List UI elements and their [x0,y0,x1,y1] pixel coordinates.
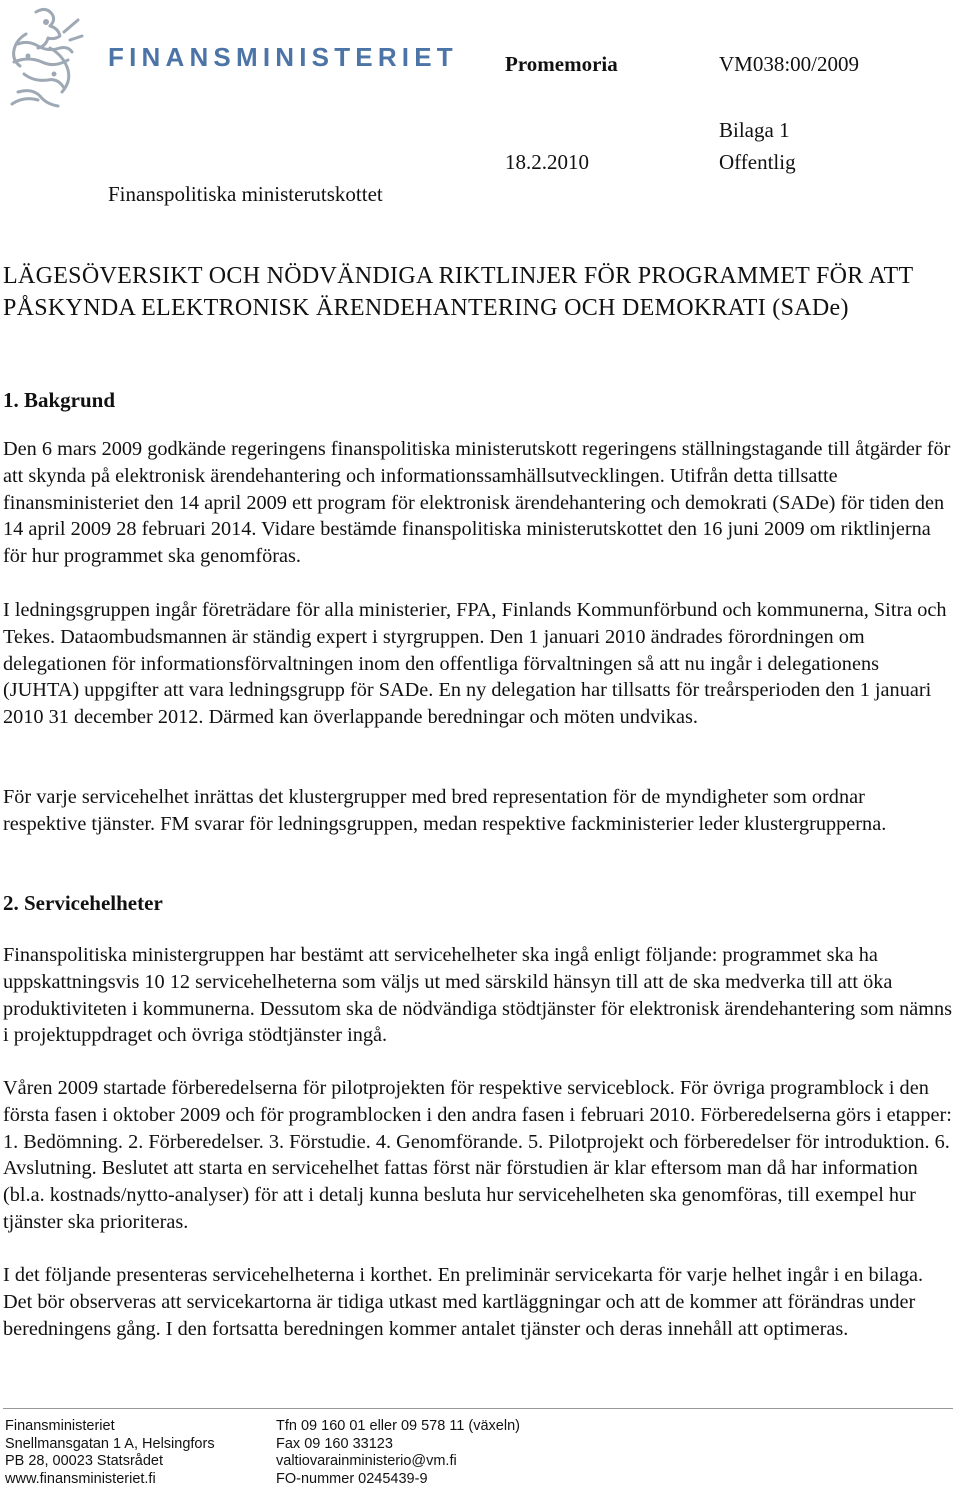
footer-line: Snellmansgatan 1 A, Helsingfors [5,1435,215,1452]
footer-address [5,1418,215,1488]
footer-divider [3,1408,953,1409]
footer-email-link[interactable]: valtiovarainministerio@vm.fi [276,1453,457,1469]
attachment-label: Bilaga 1 [719,118,790,142]
footer-line: PB 28, 00023 Statsrådet [5,1453,163,1469]
footer-website-link[interactable]: www.finansministeriet.fi [5,1470,156,1487]
org-logo-text: FINANSMINISTERIET [108,42,458,72]
footer-line: Finansministeriet [5,1418,115,1434]
lion-emblem-icon [6,4,86,112]
doc-number: VM038:00/2009 [719,52,860,76]
footer-line: Tfn 09 160 01 eller 09 578 11 (växeln) [276,1418,520,1434]
doc-type: Promemoria [505,52,618,76]
footer-line: Fax 09 160 33123 [276,1435,393,1452]
section-heading-bakgrund: 1. Bakgrund [3,388,116,412]
classification: Offentlig [719,150,796,174]
footer-line: FO-nummer 0245439-9 [276,1470,428,1487]
paragraph: Den 6 mars 2009 godkände regeringens finanspolitiska ministerutskott regeringens ställningstagande till åtgärder för att skynda på elektronisk ärendehantering och informationssamhällsutvecklingen. Utifrån detta tillsatte finansministeriet den 14 april 2009 ett program för elektronisk ärendehantering och demokrati (SADe) för tiden den 14 april 2009 28 februari 2014. Vidare bestämde finanspolitiska ministerutskottet den 16 juni 2009 om riktlinjerna för hur programmet ska genomföras. [3,438,951,568]
page-title: LÄGESÖVERSIKT OCH NÖDVÄNDIGA RIKTLINJER FÖR PROGRAMMET FÖR ATT PÅSKYNDA ELEKTRONISK ÄRENDEHANTERING OCH DEMOKRATI (SADe) [3,263,914,321]
paragraph: I ledningsgruppen ingår företrädare för alla ministerier, FPA, Finlands Kommunförbund och kommunerna, Sitra och Tekes. Dataombudsmannen är ständig expert i styrgruppen. Den 1 januari 2010 ändrades förordningen om delegationen för informationsförvaltningen inom den offentliga förvaltningen så att nu ingår i delegationens (JUHTA) uppgifter att vara ledningsgrupp för SADe. En ny delegation har tillsatts för treårsperioden den 1 januari 2010 31 december 2012. Därmed kan överlappande beredningar och möten undvikas. [3,599,947,729]
paragraph: Finanspolitiska ministergruppen har bestämt att servicehelheter ska ingå enligt följande: programmet ska ha uppskattningsvis 10 12 servicehelheterna som väljs ut med särskild hänsyn till att de ska medverka till att öka produktiviteten i kommunerna. Dessutom ska de nödvändiga stödtjänster för elektronisk ärendehantering som nämns i projektuppdraget och övriga stödtjänster ingå. [3,944,953,1047]
paragraph: För varje servicehelhet inrättas det klustergrupper med bred representation för de myndigheter som ordnar respektive tjänster. FM svarar för ledningsgruppen, medan respektive fackministerier leder klustergrupperna. [3,786,887,835]
section-heading-servicehelheter: 2. Servicehelheter [3,891,163,915]
paragraph: Våren 2009 startade förberedelserna för pilotprojekten för respektive serviceblock. För övriga programblock i den första fasen i oktober 2009 och för programblocken i den andra fasen i februari 2010. Förberedelserna görs i etapper: 1. Bedömning. 2. Förberedelser. 3. Förstudie. 4. Genomförande. 5. Pilotprojekt och förberedelser för introduktion. 6. Avslutning. Beslutet att starta en servicehelhet fattas först när förstudien är klar eftersom man då har information (bl.a. kostnads/nytto-analyser) för att i detalj kunna besluta hur servicehelheten ska genomföras, till exempel hur tjänster ska prioriteras. [3,1077,952,1233]
committee: Finanspolitiska ministerutskottet [108,182,383,206]
paragraph: I det följande presenteras servicehelheterna i korthet. En preliminär servicekarta för varje helhet ingår i en bilaga. Det bör observeras att servicekartorna är tidiga utkast med kartläggningar och att de kommer att förändras under beredningens gång. I den fortsatta beredningen kommer antalet tjänster och deras innehåll att optimeras. [3,1264,924,1340]
footer-contact [276,1418,520,1488]
doc-date: 18.2.2010 [505,150,589,174]
